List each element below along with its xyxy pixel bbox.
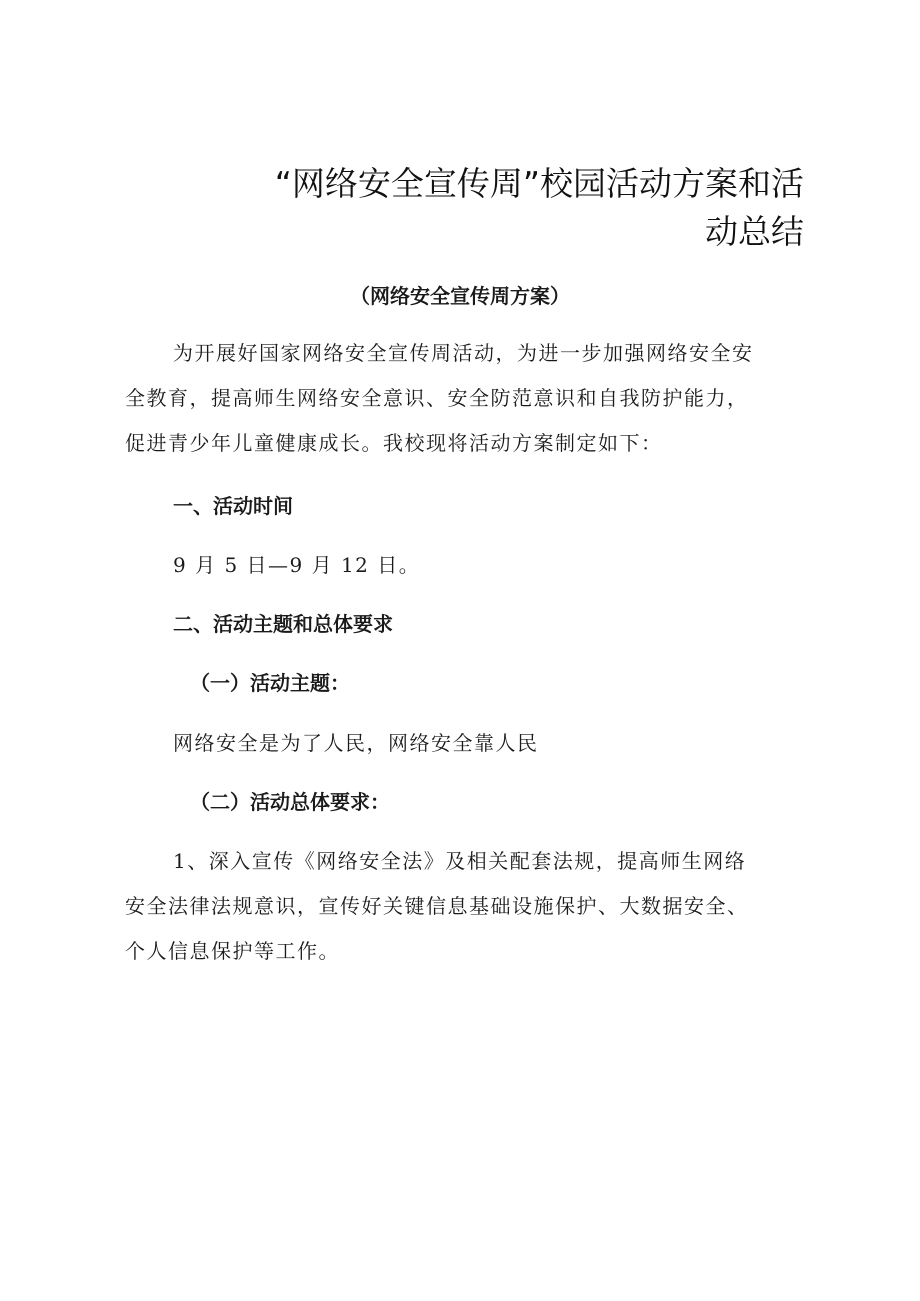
intro-line-1: 为开展好国家网络安全宣传周活动，为进一步加强网络安全安 <box>173 341 754 365</box>
intro-line-2: 全教育，提高师生网络安全意识、安全防范意识和自我防护能力， <box>125 386 749 410</box>
intro-paragraph <box>125 331 805 466</box>
title-line-2: 动总结 <box>705 212 804 251</box>
intro-line-3: 促进青少年儿童健康成长。我校现将活动方案制定如下： <box>125 431 663 455</box>
document-title <box>120 160 804 256</box>
section-heading-theme: 二、活动主题和总体要求 <box>173 612 393 636</box>
subsection-heading-theme: （一）活动主题： <box>190 671 350 695</box>
requirement-item-1 <box>125 839 805 974</box>
title-line-1: “网络安全宣传周”校园活动方案和活 <box>274 164 804 203</box>
subsection-text-theme: 网络安全是为了人民，网络安全靠人民 <box>173 731 539 755</box>
subsection-heading-requirements: （二）活动总体要求： <box>190 790 390 814</box>
section-text-time: 9 月 5 日—9 月 12 日。 <box>173 553 421 577</box>
document-subtitle: （网络安全宣传周方案） <box>350 284 570 308</box>
item1-line-2: 安全法律法规意识，宣传好关键信息基础设施保护、大数据安全、 <box>125 894 749 918</box>
item1-line-3: 个人信息保护等工作。 <box>125 939 340 963</box>
item1-line-1: 1、深入宣传《网络安全法》及相关配套法规，提高师生网络 <box>173 849 747 873</box>
section-heading-time: 一、活动时间 <box>173 494 293 518</box>
